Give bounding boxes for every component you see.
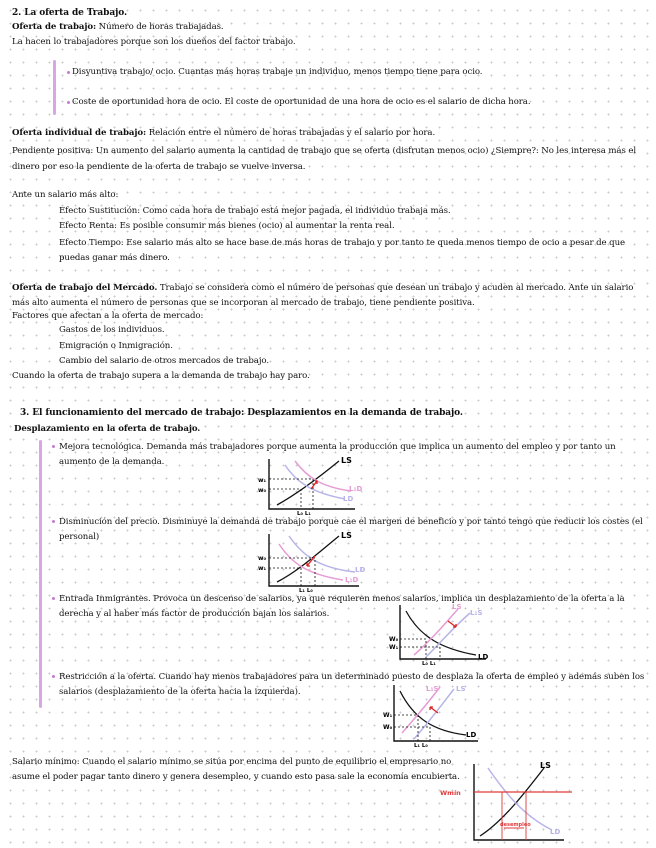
svg-text:LD: LD	[343, 495, 354, 503]
svg-text:L₁S: L₁S	[470, 609, 483, 617]
svg-text:LS: LS	[341, 531, 352, 540]
svg-text:LS: LS	[456, 685, 466, 693]
svg-text:L₁D: L₁D	[345, 576, 359, 584]
section-3-subheading: Desplazamiento en la oferta de trabajo.	[14, 424, 201, 434]
svg-text:desempleo: desempleo	[500, 822, 531, 828]
section-2-heading: 2. La oferta de Trabajo.	[12, 8, 128, 18]
def-label: Oferta de trabajo:	[12, 22, 97, 32]
accent-bar	[53, 60, 56, 115]
svg-text:LD: LD	[478, 653, 489, 661]
factor-item: Emigración o Inmigración.	[59, 341, 173, 351]
indiv-line	[12, 128, 435, 139]
bullet-dot	[52, 597, 55, 600]
bullet-dot	[67, 71, 70, 74]
def-line	[12, 22, 224, 33]
svg-text:L₀ L₁: L₀ L₁	[297, 511, 311, 517]
pendiente-text: Pendiente positiva: Un aumento del salario aumenta la cantidad de trabajo que se oferta (disfrutan menos ocio) ¿Siempre?: No les interesa más el dinero por eso la pendiente de la oferta de trabajo se vuelve inversa.	[12, 146, 637, 172]
graph-minimum-wage	[440, 760, 580, 844]
graph-supply-decrease	[380, 683, 490, 749]
bullet-dot	[52, 445, 55, 448]
graph-demand-decrease	[255, 532, 370, 592]
accent-bar	[39, 440, 42, 708]
svg-text:LD: LD	[550, 828, 561, 836]
svg-text:LS: LS	[341, 456, 352, 465]
factor-item: Cambio del salario de otros mercados de trabajo.	[59, 356, 269, 366]
section-3-heading: 3. El funcionamiento del mercado de trabajo: Desplazamientos en la demanda de trabajo.	[20, 408, 463, 418]
mercado-body: Trabajo se considera como el número de personas que desean un trabajo y acuden al mercado. Ante un salario más alto aumenta el número de personas que se incorporan al mercado de trabajo, tiene pendiente positiva.	[12, 283, 634, 308]
svg-text:w₁: w₁	[258, 565, 267, 572]
ante-text: Ante un salario más alto:	[12, 190, 119, 200]
svg-text:w₀: w₀	[258, 487, 267, 494]
svg-text:L₁ L₀: L₁ L₀	[414, 743, 428, 749]
svg-text:LD: LD	[466, 731, 477, 739]
effect-sustitucion: Efecto Sustitución: Como cada hora de trabajo está mejor pagada, el individuo trabaja más.	[59, 206, 451, 216]
graph-demand-increase	[255, 457, 365, 515]
svg-text:LS: LS	[540, 761, 551, 770]
factor-item: Gastos de los individuos.	[59, 325, 165, 335]
factores-text: Factores que afectan a la oferta de mercado:	[12, 311, 204, 321]
svg-text:LD: LD	[355, 566, 366, 574]
svg-text:L₁S: L₁S	[426, 685, 439, 693]
intro-text: La hacen lo trabajadores porque son los dueños del factor trabajo.	[12, 37, 296, 47]
svg-text:W₀: W₀	[383, 724, 393, 731]
svg-text:L₁ L₀: L₁ L₀	[299, 588, 313, 594]
bullet-restriccion: Restricción a la oferta. Cuando hay menos trabajadores para un determinado puesto de desplaza la oferta de empleo y además suben los salarios (desplazamiento de la oferta hacia la izquierda).	[59, 672, 645, 697]
bullet-coste: Coste de oportunidad hora de ocio. El coste de oportunidad de una hora de ocio es el salario de dicha hora.	[72, 97, 531, 107]
def-text: Número de horas trabajadas.	[96, 22, 224, 32]
svg-text:W₀: W₀	[389, 636, 399, 643]
svg-text:L₁D: L₁D	[349, 485, 363, 493]
salario-minimo-text: Salario mínimo: Cuando el salario mínimo se sitúa por encima del punto de equilibrio el empresario no asume el poder pagar tanto dinero y genera desempleo, y cuando esto pasa sale la economía encubierta.	[12, 757, 460, 782]
bullet-inmigrantes: Entrada Inmigrantes. Provoca un descenso de salarios, ya que requieren menos salarios, implica un desplazamiento de la oferta a la derecha y al haber más factor de producción bajan los salarios.	[59, 594, 625, 619]
svg-text:w₁: w₁	[258, 477, 267, 484]
svg-text:W₁: W₁	[389, 644, 399, 651]
bullet-tecnologia: Mejora tecnológica. Demanda más trabajadores porque aumenta la producción que implica un aumento del empleo y por tanto un aumento de la demanda.	[59, 442, 616, 467]
mercado-label: Oferta de trabajo del Mercado.	[12, 283, 158, 293]
svg-text:w₀: w₀	[258, 555, 267, 562]
mercado-text	[12, 281, 642, 311]
bullet-dot	[52, 520, 55, 523]
graph-supply-increase	[386, 603, 498, 665]
bullet-precio: Disminución del precio. Disminuye la demanda de trabajo porque cae el margen de beneficio y por tanto tengo que reducir los costes (el personal)	[59, 517, 643, 542]
svg-text:W₁: W₁	[383, 712, 393, 719]
effect-renta: Efecto Renta: Es posible consumir más bienes (ocio) al aumentar la renta real.	[59, 221, 395, 231]
bullet-dot	[67, 101, 70, 104]
indiv-text: Relación entre el número de horas trabajadas y el salario por hora.	[146, 128, 436, 138]
paro-text: Cuando la oferta de trabajo supera a la demanda de trabajo hay paro.	[12, 371, 310, 381]
bullet-disyuntiva: Disyuntiva trabajo/ ocio. Cuantas más horas trabaje un individuo, menos tiempo tiene para ocio.	[72, 67, 483, 77]
svg-text:Wmín: Wmín	[440, 789, 461, 797]
svg-text:LS: LS	[452, 603, 462, 611]
indiv-label: Oferta individual de trabajo:	[12, 128, 147, 138]
effect-tiempo: Efecto Tiempo: Ese salario más alto se hace base de más horas de trabajo y por tanto te queda menos tiempo de ocio a pesar de que puedas ganar más dinero.	[59, 238, 625, 263]
svg-text:L₀ L₁: L₀ L₁	[422, 661, 436, 667]
bullet-dot	[52, 675, 55, 678]
